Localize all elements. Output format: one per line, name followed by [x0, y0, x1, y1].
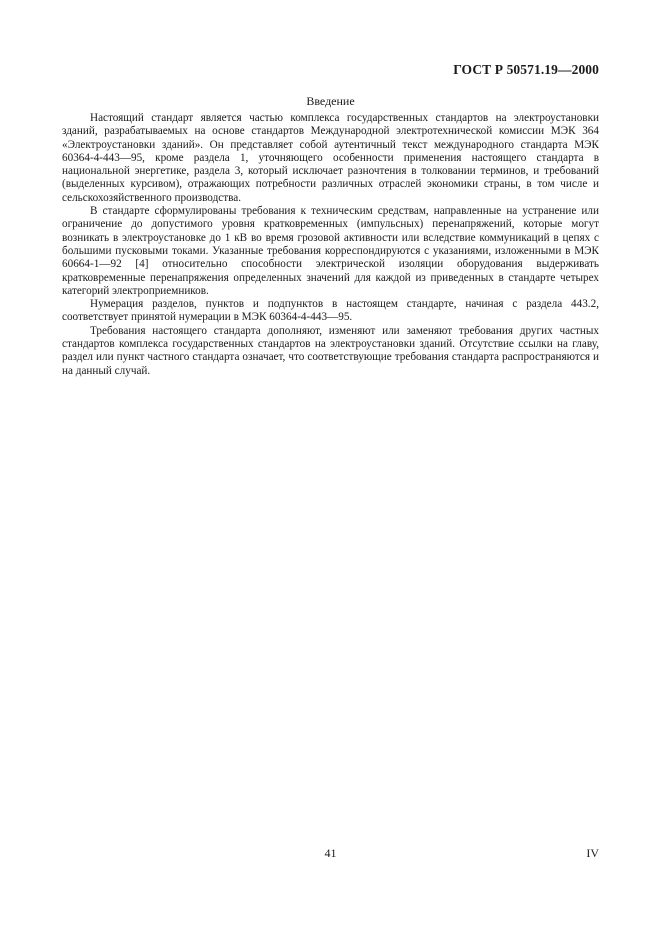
- paragraph: В стандарте сформулированы требования к техническим средствам, направленные на устранение или ограничение до допустимого уровня кратковременных (импульсных) перенапряжений, которые могут возникать в электроустановке до 1 кВ во время грозовой активности или вследствие коммуникаций в цепях с большими пусковыми токами. Указанные требования корреспондируются с указаниями, изложенными в МЭК 60664-1—92 [4] относительно способности электрической изоляции оборудования выдерживать кратковременные перенапряжения определенных значений для каждой из приведенных в стандарте четырех категорий электроприемников.: [62, 205, 599, 297]
- introduction-body: [62, 112, 599, 378]
- document-code: ГОСТ Р 50571.19—2000: [453, 62, 599, 77]
- page-number: 41: [324, 846, 337, 860]
- paragraph: Требования настоящего стандарта дополняют, изменяют или заменяют требования других частных стандартов комплекса государственных стандартов на электроустановки зданий. Отсутствие ссылки на главу, раздел или пункт частного стандарта означает, что соответствующие требования стандарта распространяются и на данный случай.: [62, 324, 599, 377]
- section-title: Введение: [306, 94, 355, 108]
- paragraph: Нумерация разделов, пунктов и подпунктов в настоящем стандарте, начиная с раздела 443.2, соответствует принятой нумерации в МЭК 60364-4-443—95.: [62, 298, 599, 324]
- roman-page-number: IV: [586, 846, 599, 860]
- paragraph: Настоящий стандарт является частью комплекса государственных стандартов на электроустановки зданий, разрабатываемых на основе стандартов Международной электротехнической комиссии МЭК 364 «Электроустановки зданий». Он представляет собой аутентичный текст международного стандарта МЭК 60364-4-443—95, кроме раздела 1, уточняющего особенности применения настоящего стандарта в национальной энергетике, раздела 3, который исключает разночтения в толковании терминов, и требований (выделенных курсивом), отражающих потребности различных отраслей экономики страны, в том числе и сельскохозяйственного производства.: [62, 112, 599, 204]
